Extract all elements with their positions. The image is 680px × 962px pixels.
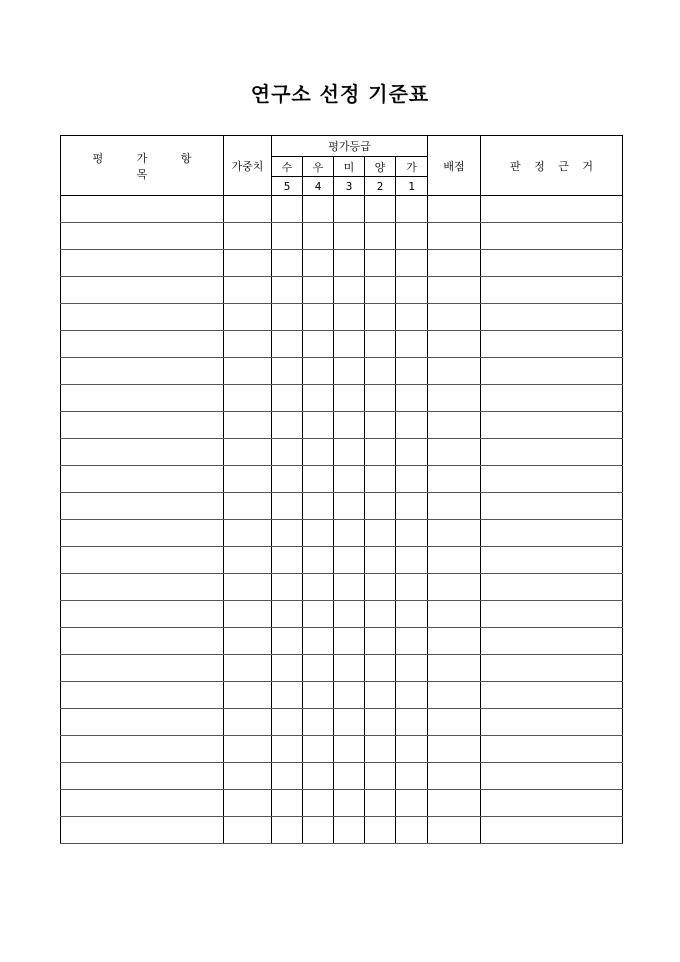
basis-cell[interactable] xyxy=(481,250,623,277)
basis-cell[interactable] xyxy=(481,412,623,439)
grade-mi-cell[interactable] xyxy=(334,574,365,601)
header-score-1: 1 xyxy=(396,177,428,196)
table-row xyxy=(61,817,623,844)
page-title: 연구소 선정 기준표 xyxy=(250,82,430,106)
grade-yang-cell[interactable] xyxy=(365,304,396,331)
grade-mi-cell[interactable] xyxy=(334,412,365,439)
table-row xyxy=(61,412,623,439)
table-row xyxy=(61,304,623,331)
grade-u-cell[interactable] xyxy=(303,250,334,277)
basis-cell[interactable] xyxy=(481,223,623,250)
grade-su-cell[interactable] xyxy=(272,250,303,277)
grade-u-cell[interactable] xyxy=(303,601,334,628)
points-cell[interactable] xyxy=(428,196,481,223)
table-row xyxy=(61,682,623,709)
table-row xyxy=(61,628,623,655)
grade-mi-cell[interactable] xyxy=(334,358,365,385)
basis-cell[interactable] xyxy=(481,520,623,547)
grade-ga-cell[interactable] xyxy=(396,277,428,304)
grade-su-cell[interactable] xyxy=(272,493,303,520)
basis-cell[interactable] xyxy=(481,790,623,817)
basis-cell[interactable] xyxy=(481,358,623,385)
item-cell[interactable] xyxy=(61,763,224,790)
grade-su-cell[interactable] xyxy=(272,601,303,628)
basis-cell[interactable] xyxy=(481,439,623,466)
points-cell[interactable] xyxy=(428,493,481,520)
grade-u-cell[interactable] xyxy=(303,223,334,250)
table-row xyxy=(61,250,623,277)
header-score-5: 5 xyxy=(272,177,303,196)
grade-mi-cell[interactable] xyxy=(334,547,365,574)
grade-su-cell[interactable] xyxy=(272,736,303,763)
item-cell[interactable] xyxy=(61,439,224,466)
grade-ga-cell[interactable] xyxy=(396,358,428,385)
grade-su-cell[interactable] xyxy=(272,196,303,223)
basis-cell[interactable] xyxy=(481,304,623,331)
grade-su-cell[interactable] xyxy=(272,547,303,574)
points-cell[interactable] xyxy=(428,790,481,817)
grade-yang-cell[interactable] xyxy=(365,223,396,250)
header-grade-su: 수 xyxy=(272,157,303,177)
grade-su-cell[interactable] xyxy=(272,520,303,547)
basis-cell[interactable] xyxy=(481,655,623,682)
basis-cell[interactable] xyxy=(481,574,623,601)
grade-mi-cell[interactable] xyxy=(334,790,365,817)
grade-yang-cell[interactable] xyxy=(365,250,396,277)
grade-u-cell[interactable] xyxy=(303,196,334,223)
basis-cell[interactable] xyxy=(481,196,623,223)
grade-u-cell[interactable] xyxy=(303,493,334,520)
weight-cell[interactable] xyxy=(224,358,272,385)
grade-su-cell[interactable] xyxy=(272,304,303,331)
grade-mi-cell[interactable] xyxy=(334,493,365,520)
table-row xyxy=(61,709,623,736)
header-points: 배점 xyxy=(428,136,481,196)
header-score-2: 2 xyxy=(365,177,396,196)
grade-mi-cell[interactable] xyxy=(334,196,365,223)
basis-cell[interactable] xyxy=(481,817,623,844)
grade-yang-cell[interactable] xyxy=(365,412,396,439)
weight-cell[interactable] xyxy=(224,709,272,736)
table-row xyxy=(61,466,623,493)
grade-mi-cell[interactable] xyxy=(334,331,365,358)
item-cell[interactable] xyxy=(61,736,224,763)
table-row xyxy=(61,763,623,790)
points-cell[interactable] xyxy=(428,223,481,250)
item-cell[interactable] xyxy=(61,331,224,358)
grade-su-cell[interactable] xyxy=(272,466,303,493)
grade-yang-cell[interactable] xyxy=(365,601,396,628)
grade-u-cell[interactable] xyxy=(303,790,334,817)
table-row xyxy=(61,547,623,574)
grade-u-cell[interactable] xyxy=(303,736,334,763)
grade-ga-cell[interactable] xyxy=(396,385,428,412)
grade-u-cell[interactable] xyxy=(303,358,334,385)
grade-yang-cell[interactable] xyxy=(365,277,396,304)
basis-cell[interactable] xyxy=(481,709,623,736)
grade-su-cell[interactable] xyxy=(272,277,303,304)
basis-cell[interactable] xyxy=(481,547,623,574)
grade-yang-cell[interactable] xyxy=(365,493,396,520)
weight-cell[interactable] xyxy=(224,790,272,817)
weight-cell[interactable] xyxy=(224,277,272,304)
item-cell[interactable] xyxy=(61,547,224,574)
grade-u-cell[interactable] xyxy=(303,520,334,547)
basis-cell[interactable] xyxy=(481,493,623,520)
grade-mi-cell[interactable] xyxy=(334,385,365,412)
grade-u-cell[interactable] xyxy=(303,331,334,358)
basis-cell[interactable] xyxy=(481,628,623,655)
table-row xyxy=(61,790,623,817)
grade-mi-cell[interactable] xyxy=(334,250,365,277)
item-cell[interactable] xyxy=(61,358,224,385)
header-grade-u: 우 xyxy=(303,157,334,177)
table-row xyxy=(61,601,623,628)
grade-yang-cell[interactable] xyxy=(365,628,396,655)
grade-mi-cell[interactable] xyxy=(334,304,365,331)
basis-cell[interactable] xyxy=(481,763,623,790)
grade-mi-cell[interactable] xyxy=(334,628,365,655)
grade-u-cell[interactable] xyxy=(303,655,334,682)
grade-yang-cell[interactable] xyxy=(365,331,396,358)
grade-u-cell[interactable] xyxy=(303,412,334,439)
grade-su-cell[interactable] xyxy=(272,385,303,412)
grade-u-cell[interactable] xyxy=(303,817,334,844)
grade-yang-cell[interactable] xyxy=(365,196,396,223)
grade-yang-cell[interactable] xyxy=(365,439,396,466)
grade-su-cell[interactable] xyxy=(272,655,303,682)
header-score-3: 3 xyxy=(334,177,365,196)
weight-cell[interactable] xyxy=(224,763,272,790)
grade-u-cell[interactable] xyxy=(303,466,334,493)
grade-ga-cell[interactable] xyxy=(396,196,428,223)
header-judgment-basis: 판 정 근 거 xyxy=(481,136,623,196)
item-cell[interactable] xyxy=(61,223,224,250)
weight-cell[interactable] xyxy=(224,655,272,682)
points-cell[interactable] xyxy=(428,412,481,439)
table-body xyxy=(61,196,623,844)
weight-cell[interactable] xyxy=(224,304,272,331)
grade-u-cell[interactable] xyxy=(303,574,334,601)
grade-mi-cell[interactable] xyxy=(334,655,365,682)
weight-cell[interactable] xyxy=(224,736,272,763)
points-cell[interactable] xyxy=(428,439,481,466)
grade-su-cell[interactable] xyxy=(272,439,303,466)
grade-yang-cell[interactable] xyxy=(365,466,396,493)
points-cell[interactable] xyxy=(428,628,481,655)
grade-ga-cell[interactable] xyxy=(396,250,428,277)
item-cell[interactable] xyxy=(61,196,224,223)
grade-mi-cell[interactable] xyxy=(334,763,365,790)
grade-ga-cell[interactable] xyxy=(396,493,428,520)
weight-cell[interactable] xyxy=(224,601,272,628)
grade-ga-cell[interactable] xyxy=(396,628,428,655)
grade-su-cell[interactable] xyxy=(272,628,303,655)
weight-cell[interactable] xyxy=(224,250,272,277)
table-row xyxy=(61,358,623,385)
points-cell[interactable] xyxy=(428,250,481,277)
grade-yang-cell[interactable] xyxy=(365,763,396,790)
grade-su-cell[interactable] xyxy=(272,763,303,790)
grade-mi-cell[interactable] xyxy=(334,223,365,250)
grade-ga-cell[interactable] xyxy=(396,223,428,250)
weight-cell[interactable] xyxy=(224,574,272,601)
table-row xyxy=(61,277,623,304)
points-cell[interactable] xyxy=(428,574,481,601)
item-cell[interactable] xyxy=(61,601,224,628)
grade-u-cell[interactable] xyxy=(303,385,334,412)
grade-yang-cell[interactable] xyxy=(365,655,396,682)
item-cell[interactable] xyxy=(61,682,224,709)
table-row xyxy=(61,493,623,520)
item-cell[interactable] xyxy=(61,277,224,304)
header-grade-mi: 미 xyxy=(334,157,365,177)
grade-su-cell[interactable] xyxy=(272,682,303,709)
grade-u-cell[interactable] xyxy=(303,763,334,790)
table-row xyxy=(61,385,623,412)
grade-u-cell[interactable] xyxy=(303,709,334,736)
weight-cell[interactable] xyxy=(224,628,272,655)
grade-su-cell[interactable] xyxy=(272,331,303,358)
grade-mi-cell[interactable] xyxy=(334,277,365,304)
points-cell[interactable] xyxy=(428,520,481,547)
grade-ga-cell[interactable] xyxy=(396,439,428,466)
item-cell[interactable] xyxy=(61,709,224,736)
basis-cell[interactable] xyxy=(481,682,623,709)
weight-cell[interactable] xyxy=(224,520,272,547)
item-cell[interactable] xyxy=(61,250,224,277)
grade-mi-cell[interactable] xyxy=(334,520,365,547)
item-cell[interactable] xyxy=(61,574,224,601)
grade-mi-cell[interactable] xyxy=(334,709,365,736)
points-cell[interactable] xyxy=(428,709,481,736)
points-cell[interactable] xyxy=(428,466,481,493)
grade-u-cell[interactable] xyxy=(303,628,334,655)
grade-yang-cell[interactable] xyxy=(365,520,396,547)
table-row xyxy=(61,331,623,358)
weight-cell[interactable] xyxy=(224,547,272,574)
item-cell[interactable] xyxy=(61,385,224,412)
item-cell[interactable] xyxy=(61,655,224,682)
grade-ga-cell[interactable] xyxy=(396,736,428,763)
item-cell[interactable] xyxy=(61,520,224,547)
table-row xyxy=(61,574,623,601)
grade-ga-cell[interactable] xyxy=(396,817,428,844)
grade-ga-cell[interactable] xyxy=(396,601,428,628)
header-grade-group: 평가등급 xyxy=(272,136,428,157)
table-row xyxy=(61,439,623,466)
grade-mi-cell[interactable] xyxy=(334,736,365,763)
grade-yang-cell[interactable] xyxy=(365,682,396,709)
grade-ga-cell[interactable] xyxy=(396,466,428,493)
weight-cell[interactable] xyxy=(224,817,272,844)
points-cell[interactable] xyxy=(428,682,481,709)
header-grade-ga: 가 xyxy=(396,157,428,177)
table-row xyxy=(61,196,623,223)
points-cell[interactable] xyxy=(428,601,481,628)
grade-ga-cell[interactable] xyxy=(396,547,428,574)
weight-cell[interactable] xyxy=(224,331,272,358)
item-cell[interactable] xyxy=(61,466,224,493)
grade-ga-cell[interactable] xyxy=(396,412,428,439)
points-cell[interactable] xyxy=(428,547,481,574)
basis-cell[interactable] xyxy=(481,736,623,763)
grade-u-cell[interactable] xyxy=(303,547,334,574)
grade-u-cell[interactable] xyxy=(303,304,334,331)
grade-ga-cell[interactable] xyxy=(396,655,428,682)
table-row xyxy=(61,736,623,763)
points-cell[interactable] xyxy=(428,817,481,844)
header-evaluation-item: 평 가 항 목 xyxy=(61,136,224,196)
item-cell[interactable] xyxy=(61,628,224,655)
grade-su-cell[interactable] xyxy=(272,574,303,601)
basis-cell[interactable] xyxy=(481,277,623,304)
header-grade-yang: 양 xyxy=(365,157,396,177)
grade-su-cell[interactable] xyxy=(272,790,303,817)
grade-mi-cell[interactable] xyxy=(334,682,365,709)
grade-ga-cell[interactable] xyxy=(396,763,428,790)
weight-cell[interactable] xyxy=(224,682,272,709)
weight-cell[interactable] xyxy=(224,385,272,412)
weight-cell[interactable] xyxy=(224,493,272,520)
basis-cell[interactable] xyxy=(481,601,623,628)
basis-cell[interactable] xyxy=(481,466,623,493)
grade-su-cell[interactable] xyxy=(272,817,303,844)
grade-ga-cell[interactable] xyxy=(396,520,428,547)
grade-mi-cell[interactable] xyxy=(334,817,365,844)
grade-su-cell[interactable] xyxy=(272,412,303,439)
points-cell[interactable] xyxy=(428,763,481,790)
weight-cell[interactable] xyxy=(224,223,272,250)
item-cell[interactable] xyxy=(61,493,224,520)
grade-mi-cell[interactable] xyxy=(334,466,365,493)
grade-u-cell[interactable] xyxy=(303,439,334,466)
weight-cell[interactable] xyxy=(224,412,272,439)
grade-ga-cell[interactable] xyxy=(396,790,428,817)
grade-yang-cell[interactable] xyxy=(365,547,396,574)
points-cell[interactable] xyxy=(428,304,481,331)
grade-ga-cell[interactable] xyxy=(396,574,428,601)
grade-mi-cell[interactable] xyxy=(334,439,365,466)
grade-su-cell[interactable] xyxy=(272,358,303,385)
weight-cell[interactable] xyxy=(224,466,272,493)
table-row xyxy=(61,520,623,547)
item-cell[interactable] xyxy=(61,304,224,331)
evaluation-criteria-table xyxy=(60,135,623,844)
grade-yang-cell[interactable] xyxy=(365,709,396,736)
weight-cell[interactable] xyxy=(224,439,272,466)
basis-cell[interactable] xyxy=(481,385,623,412)
item-cell[interactable] xyxy=(61,817,224,844)
header-weight: 가중치 xyxy=(224,136,272,196)
grade-ga-cell[interactable] xyxy=(396,304,428,331)
points-cell[interactable] xyxy=(428,655,481,682)
table-row xyxy=(61,223,623,250)
grade-ga-cell[interactable] xyxy=(396,709,428,736)
item-cell[interactable] xyxy=(61,412,224,439)
grade-yang-cell[interactable] xyxy=(365,817,396,844)
grade-u-cell[interactable] xyxy=(303,682,334,709)
points-cell[interactable] xyxy=(428,331,481,358)
table-row xyxy=(61,655,623,682)
grade-u-cell[interactable] xyxy=(303,277,334,304)
item-cell[interactable] xyxy=(61,790,224,817)
basis-cell[interactable] xyxy=(481,331,623,358)
grade-ga-cell[interactable] xyxy=(396,682,428,709)
grade-yang-cell[interactable] xyxy=(365,790,396,817)
points-cell[interactable] xyxy=(428,358,481,385)
grade-yang-cell[interactable] xyxy=(365,736,396,763)
grade-mi-cell[interactable] xyxy=(334,601,365,628)
header-score-4: 4 xyxy=(303,177,334,196)
points-cell[interactable] xyxy=(428,277,481,304)
points-cell[interactable] xyxy=(428,736,481,763)
grade-yang-cell[interactable] xyxy=(365,574,396,601)
grade-yang-cell[interactable] xyxy=(365,385,396,412)
weight-cell[interactable] xyxy=(224,196,272,223)
points-cell[interactable] xyxy=(428,385,481,412)
grade-ga-cell[interactable] xyxy=(396,331,428,358)
grade-su-cell[interactable] xyxy=(272,223,303,250)
grade-su-cell[interactable] xyxy=(272,709,303,736)
grade-yang-cell[interactable] xyxy=(365,358,396,385)
